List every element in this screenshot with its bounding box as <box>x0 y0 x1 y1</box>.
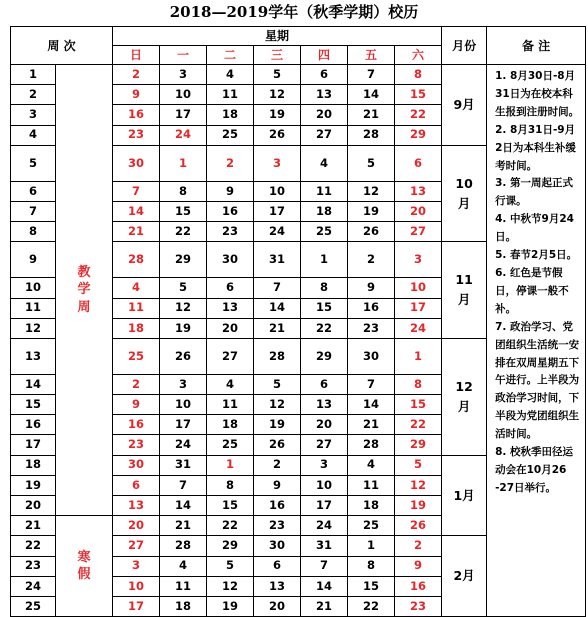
day-cell: 7 <box>254 278 301 298</box>
day-cell: 7 <box>348 65 395 85</box>
day-cell: 12 <box>348 181 395 201</box>
day-cell: 28 <box>254 338 301 374</box>
month-label <box>442 145 487 242</box>
day-cell: 15 <box>301 298 348 318</box>
weekday-group-header: 星期 <box>113 27 442 46</box>
day-cell: 12 <box>207 576 254 596</box>
day-cell: 27 <box>301 125 348 145</box>
day-cell: 13 <box>254 576 301 596</box>
week-number: 5 <box>11 145 56 181</box>
day-cell: 10 <box>395 278 442 298</box>
note-item: 4. 中秋节9月24日。 <box>495 213 574 244</box>
day-cell: 13 <box>113 496 160 516</box>
day-cell: 22 <box>395 105 442 125</box>
day-cell: 31 <box>160 455 207 475</box>
day-cell: 4 <box>301 145 348 181</box>
day-cell: 31 <box>254 242 301 278</box>
month-header: 月份 <box>442 27 487 65</box>
week-number: 14 <box>11 374 56 394</box>
day-cell: 21 <box>348 415 395 435</box>
day-cell: 1 <box>207 455 254 475</box>
day-cell: 5 <box>254 65 301 85</box>
day-cell: 24 <box>160 125 207 145</box>
day-cell: 30 <box>254 536 301 556</box>
note-item: 1. 8月30日-8月31日为在校本科生报到注册时间。 <box>495 70 580 118</box>
day-cell: 10 <box>160 395 207 415</box>
day-cell: 28 <box>348 125 395 145</box>
day-cell: 5 <box>254 374 301 394</box>
week-header: 周 次 <box>11 27 113 65</box>
day-cell: 29 <box>207 536 254 556</box>
day-cell: 17 <box>160 415 207 435</box>
day-cell: 7 <box>301 556 348 576</box>
day-cell: 18 <box>207 415 254 435</box>
day-cell: 11 <box>207 395 254 415</box>
day-cell: 20 <box>207 318 254 338</box>
day-cell: 14 <box>348 395 395 415</box>
day-cell: 1 <box>301 242 348 278</box>
week-number: 3 <box>11 105 56 125</box>
day-cell: 15 <box>348 576 395 596</box>
day-cell: 16 <box>113 105 160 125</box>
day-cell: 28 <box>160 536 207 556</box>
week-number: 9 <box>11 242 56 278</box>
day-cell: 11 <box>113 298 160 318</box>
day-cell: 17 <box>395 298 442 318</box>
month-label <box>442 65 487 146</box>
day-cell: 13 <box>301 395 348 415</box>
day-cell: 5 <box>160 278 207 298</box>
day-cell: 10 <box>301 475 348 495</box>
day-cell: 21 <box>113 222 160 242</box>
day-cell: 23 <box>254 516 301 536</box>
day-cell: 20 <box>254 596 301 616</box>
day-cell: 5 <box>395 455 442 475</box>
day-cell: 12 <box>254 395 301 415</box>
week-number: 18 <box>11 455 56 475</box>
day-cell: 18 <box>348 496 395 516</box>
day-cell: 7 <box>348 374 395 394</box>
week-number: 2 <box>11 85 56 105</box>
note-item: 6. 红色是节假日，停课一般不补。 <box>495 266 569 315</box>
month-label <box>442 455 487 536</box>
day-cell: 8 <box>348 556 395 576</box>
day-cell: 5 <box>348 145 395 181</box>
week-number: 1 <box>11 65 56 85</box>
day-cell: 20 <box>113 516 160 536</box>
day-cell: 26 <box>160 338 207 374</box>
day-cell: 11 <box>207 85 254 105</box>
day-cell: 24 <box>301 516 348 536</box>
day-cell: 24 <box>395 318 442 338</box>
weekday-header: 六 <box>395 46 442 65</box>
day-cell: 8 <box>395 65 442 85</box>
month-label-text: 2月 <box>453 568 475 584</box>
day-cell: 26 <box>254 435 301 455</box>
weekday-header: 一 <box>160 46 207 65</box>
day-cell: 14 <box>113 201 160 221</box>
day-cell: 1 <box>395 338 442 374</box>
day-cell: 29 <box>301 338 348 374</box>
day-cell: 3 <box>254 145 301 181</box>
day-cell: 25 <box>207 125 254 145</box>
month-label-text: 11月 <box>455 272 473 308</box>
calendar-title: 2018—2019学年（秋季学期）校历 <box>169 3 419 21</box>
day-cell: 17 <box>301 496 348 516</box>
section-label <box>56 516 113 617</box>
day-cell: 23 <box>395 596 442 616</box>
day-cell: 19 <box>207 596 254 616</box>
week-number: 23 <box>11 556 56 576</box>
day-cell: 30 <box>207 242 254 278</box>
day-cell: 12 <box>160 298 207 318</box>
day-cell: 27 <box>113 536 160 556</box>
day-cell: 13 <box>395 181 442 201</box>
day-cell: 4 <box>348 455 395 475</box>
week-number: 10 <box>11 278 56 298</box>
day-cell: 18 <box>113 318 160 338</box>
day-cell: 14 <box>301 576 348 596</box>
day-cell: 26 <box>254 125 301 145</box>
day-cell: 19 <box>254 415 301 435</box>
month-label-text: 10月 <box>455 175 473 211</box>
weekday-header: 五 <box>348 46 395 65</box>
day-cell: 13 <box>301 85 348 105</box>
day-cell: 7 <box>113 181 160 201</box>
week-number: 13 <box>11 338 56 374</box>
week-number: 25 <box>11 596 56 616</box>
week-number: 21 <box>11 516 56 536</box>
day-cell: 9 <box>254 475 301 495</box>
day-cell: 21 <box>348 105 395 125</box>
day-cell: 23 <box>113 435 160 455</box>
day-cell: 18 <box>160 596 207 616</box>
day-cell: 15 <box>395 85 442 105</box>
day-cell: 22 <box>395 415 442 435</box>
day-cell: 20 <box>301 105 348 125</box>
day-cell: 8 <box>160 181 207 201</box>
day-cell: 31 <box>301 536 348 556</box>
day-cell: 2 <box>207 145 254 181</box>
weekday-header: 日 <box>113 46 160 65</box>
day-cell: 8 <box>301 278 348 298</box>
section-label-text: 寒假 <box>77 549 91 583</box>
day-cell: 28 <box>113 242 160 278</box>
day-cell: 4 <box>207 374 254 394</box>
day-cell: 7 <box>160 475 207 495</box>
day-cell: 24 <box>254 222 301 242</box>
day-cell: 21 <box>160 516 207 536</box>
day-cell: 6 <box>254 556 301 576</box>
day-cell: 9 <box>395 556 442 576</box>
month-label <box>442 338 487 455</box>
day-cell: 19 <box>160 318 207 338</box>
day-cell: 21 <box>301 596 348 616</box>
day-cell: 16 <box>254 496 301 516</box>
day-cell: 13 <box>207 298 254 318</box>
week-number: 19 <box>11 475 56 495</box>
week-row <box>11 65 586 85</box>
note-item: 7. 政治学习、党团组织生活统一安排在双周星期五下午进行。上半段为政治学习时间，下半段为党团组织生活时间。 <box>495 320 580 441</box>
day-cell: 10 <box>254 181 301 201</box>
weekday-header: 三 <box>254 46 301 65</box>
day-cell: 4 <box>207 65 254 85</box>
day-cell: 6 <box>395 145 442 181</box>
day-cell: 25 <box>113 338 160 374</box>
day-cell: 30 <box>113 455 160 475</box>
week-number: 7 <box>11 201 56 221</box>
day-cell: 14 <box>160 496 207 516</box>
week-number: 11 <box>11 298 56 318</box>
section-label-text: 教学周 <box>77 264 91 315</box>
week-number: 6 <box>11 181 56 201</box>
day-cell: 19 <box>395 496 442 516</box>
day-cell: 12 <box>395 475 442 495</box>
day-cell: 26 <box>395 516 442 536</box>
month-label <box>442 536 487 617</box>
week-number: 22 <box>11 536 56 556</box>
day-cell: 22 <box>348 596 395 616</box>
day-cell: 16 <box>348 298 395 318</box>
month-label-text: 9月 <box>453 96 475 112</box>
day-cell: 24 <box>160 435 207 455</box>
day-cell: 1 <box>348 536 395 556</box>
day-cell: 21 <box>254 318 301 338</box>
day-cell: 22 <box>207 516 254 536</box>
day-cell: 6 <box>301 374 348 394</box>
day-cell: 5 <box>207 556 254 576</box>
day-cell: 3 <box>160 65 207 85</box>
day-cell: 16 <box>395 576 442 596</box>
day-cell: 6 <box>207 278 254 298</box>
day-cell: 3 <box>113 556 160 576</box>
week-number: 15 <box>11 395 56 415</box>
day-cell: 17 <box>113 596 160 616</box>
day-cell: 14 <box>348 85 395 105</box>
day-cell: 27 <box>207 338 254 374</box>
school-calendar-table <box>10 26 586 617</box>
day-cell: 1 <box>160 145 207 181</box>
week-number: 12 <box>11 318 56 338</box>
day-cell: 16 <box>207 201 254 221</box>
day-cell: 2 <box>348 242 395 278</box>
day-cell: 23 <box>348 318 395 338</box>
day-cell: 20 <box>301 415 348 435</box>
week-number: 16 <box>11 415 56 435</box>
day-cell: 10 <box>113 576 160 596</box>
day-cell: 25 <box>207 435 254 455</box>
day-cell: 25 <box>348 516 395 536</box>
day-cell: 11 <box>160 576 207 596</box>
section-label <box>56 65 113 516</box>
day-cell: 9 <box>113 395 160 415</box>
day-cell: 3 <box>395 242 442 278</box>
month-label-text: 1月 <box>453 487 475 503</box>
day-cell: 2 <box>113 374 160 394</box>
day-cell: 23 <box>113 125 160 145</box>
day-cell: 15 <box>207 496 254 516</box>
day-cell: 28 <box>348 435 395 455</box>
day-cell: 8 <box>395 374 442 394</box>
day-cell: 4 <box>160 556 207 576</box>
day-cell: 29 <box>395 125 442 145</box>
day-cell: 17 <box>254 201 301 221</box>
day-cell: 23 <box>207 222 254 242</box>
day-cell: 16 <box>113 415 160 435</box>
day-cell: 22 <box>301 318 348 338</box>
day-cell: 15 <box>160 201 207 221</box>
day-cell: 12 <box>254 85 301 105</box>
day-cell: 11 <box>301 181 348 201</box>
day-cell: 8 <box>207 475 254 495</box>
day-cell: 22 <box>160 222 207 242</box>
day-cell: 20 <box>395 201 442 221</box>
day-cell: 29 <box>395 435 442 455</box>
day-cell: 9 <box>113 85 160 105</box>
notes-cell <box>487 65 586 617</box>
week-number: 17 <box>11 435 56 455</box>
weekday-header: 二 <box>207 46 254 65</box>
day-cell: 30 <box>348 338 395 374</box>
note-item: 3. 第一周起正式行课。 <box>495 177 574 208</box>
day-cell: 2 <box>113 65 160 85</box>
day-cell: 6 <box>301 65 348 85</box>
day-cell: 11 <box>348 475 395 495</box>
month-label <box>442 242 487 339</box>
day-cell: 17 <box>160 105 207 125</box>
day-cell: 10 <box>160 85 207 105</box>
day-cell: 3 <box>301 455 348 475</box>
day-cell: 9 <box>207 181 254 201</box>
notes-header: 备 注 <box>487 27 586 65</box>
day-cell: 3 <box>160 374 207 394</box>
week-number: 24 <box>11 576 56 596</box>
day-cell: 18 <box>301 201 348 221</box>
week-number: 4 <box>11 125 56 145</box>
note-item: 2. 8月31日-9月2日为本科生补缓考时间。 <box>495 123 576 172</box>
note-item: 5. 春节2月5日。 <box>495 249 578 262</box>
day-cell: 6 <box>113 475 160 495</box>
day-cell: 27 <box>301 435 348 455</box>
day-cell: 15 <box>395 395 442 415</box>
note-item: 8. 校秋季田径运动会在10月26 -27日举行。 <box>495 446 574 494</box>
weekday-header: 四 <box>301 46 348 65</box>
day-cell: 9 <box>348 278 395 298</box>
day-cell: 30 <box>113 145 160 181</box>
day-cell: 14 <box>254 298 301 318</box>
day-cell: 25 <box>301 222 348 242</box>
day-cell: 18 <box>207 105 254 125</box>
day-cell: 19 <box>254 105 301 125</box>
week-number: 20 <box>11 496 56 516</box>
day-cell: 4 <box>113 278 160 298</box>
day-cell: 26 <box>348 222 395 242</box>
week-number: 8 <box>11 222 56 242</box>
day-cell: 27 <box>395 222 442 242</box>
day-cell: 29 <box>160 242 207 278</box>
day-cell: 2 <box>395 536 442 556</box>
day-cell: 2 <box>254 455 301 475</box>
day-cell: 19 <box>348 201 395 221</box>
month-label-text: 12月 <box>455 378 473 414</box>
